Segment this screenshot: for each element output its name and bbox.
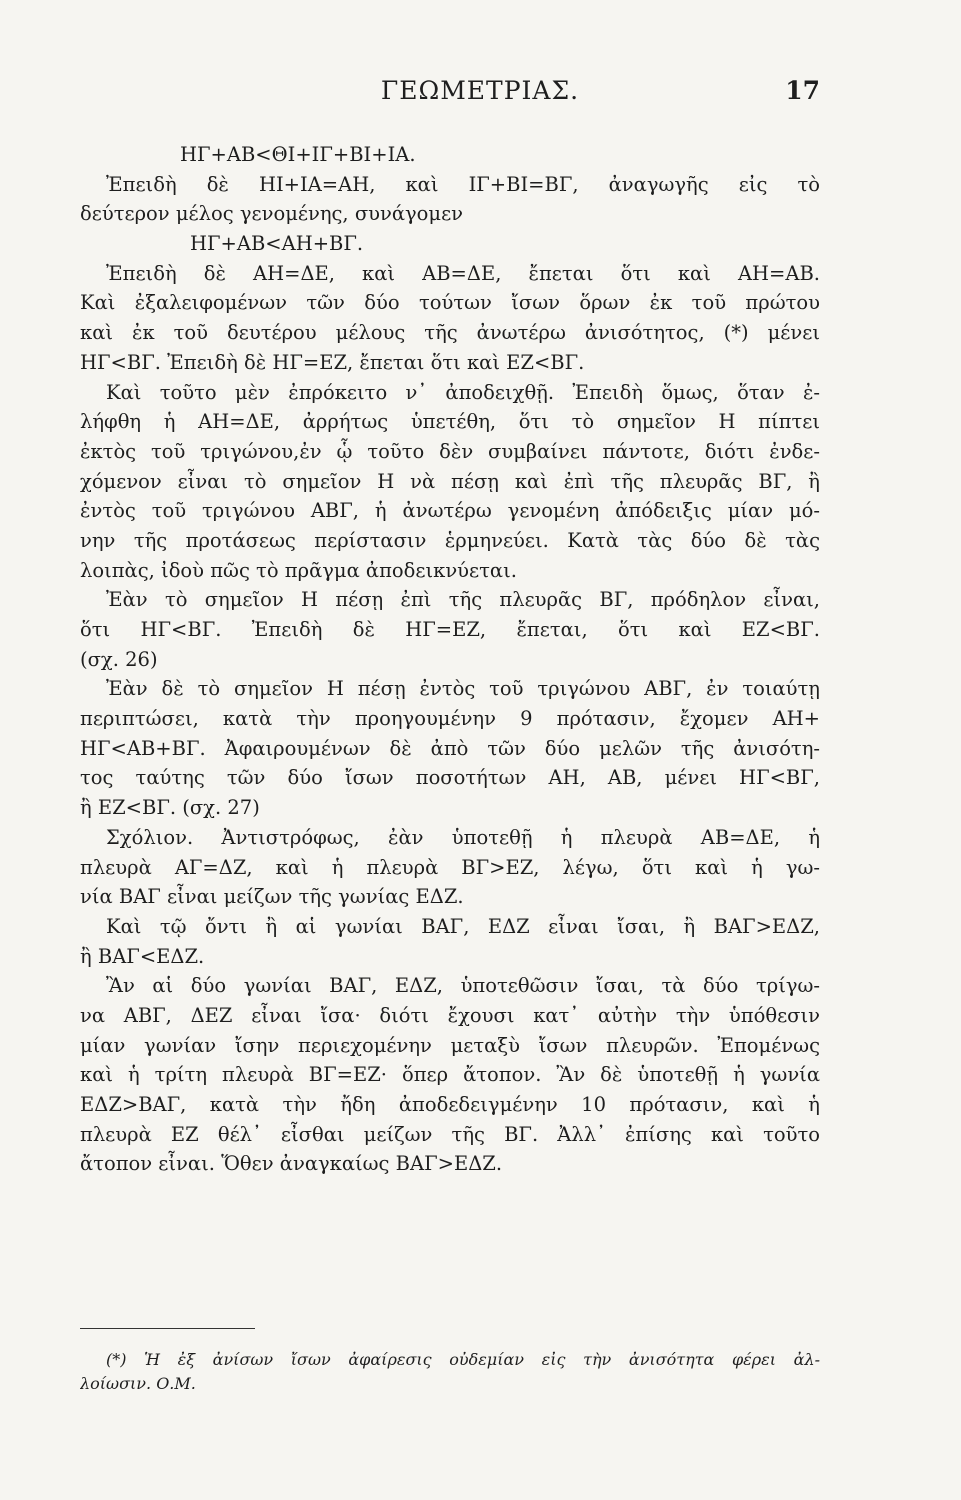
text-line: ἄτοπον εἶναι. Ὅθεν ἀναγκαίως ΒΑΓ>ΕΔΖ.	[80, 1152, 503, 1176]
page-header	[80, 76, 820, 116]
text-line: Ἐὰν δὲ τὸ σημεῖον Η πέσῃ ἐντὸς τοῦ τριγώνου ΑΒΓ, ἐν τοιαύτῃ	[106, 677, 820, 701]
text-line: ἐντὸς τοῦ τριγώνου ΑΒΓ, ἡ ἀνωτέρω γενομένη ἀπόδειξις μίαν μό-	[80, 499, 820, 523]
text-line: Ἐὰν τὸ σημεῖον Η πέσῃ ἐπὶ τῆς πλευρᾶς ΒΓ, πρόδηλον εἶναι,	[106, 588, 820, 612]
page-number: 17	[785, 76, 820, 105]
text-line: Καὶ ἐξαλειφομένων τῶν δύο τούτων ἴσων ὅρων ἐκ τοῦ πρώτου	[80, 291, 820, 315]
text-line: ΗΓ<ΑΒ+ΒΓ. Ἀφαιρουμένων δὲ ἀπὸ τῶν δύο μελῶν τῆς ἀνισότη-	[80, 736, 820, 760]
text-line: ΗΓ<ΒΓ. Ἐπειδὴ δὲ ΗΓ=ΕΖ, ἔπεται ὅτι καὶ ΕΖ<ΒΓ.	[80, 350, 585, 374]
text-line: Σχόλιον. Ἀντιστρόφως, ἐὰν ὑποτεθῇ ἡ πλευρὰ ΑΒ=ΔΕ, ἡ	[106, 825, 820, 849]
text-line: καὶ ἡ τρίτη πλευρὰ ΒΓ=ΕΖ· ὅπερ ἄτοπον. Ἂν δὲ ὑποτεθῇ ἡ γωνία	[80, 1063, 820, 1087]
footnote-rule	[80, 1328, 255, 1329]
text-line: Ἂν αἱ δύο γωνίαι ΒΑΓ, ΕΔΖ, ὑποτεθῶσιν ἴσαι, τὰ δύο τρίγω-	[106, 974, 820, 998]
text-line: λοιπὰς, ἰδοὺ πῶς τὸ πρᾶγμα ἀποδεικνύεται.	[80, 558, 517, 582]
text-line: ΗΓ+ΑΒ<ΘΙ+ΙΓ+ΒΙ+ΙΑ.	[180, 143, 416, 166]
text-line: Καὶ τοῦτο μὲν ἐπρόκειτο ν᾽ ἀποδειχθῇ. Ἐπειδὴ ὅμως, ὅταν ἐ-	[106, 380, 820, 404]
footnote-line: λοίωσιν. Ο.Μ.	[80, 1374, 196, 1393]
footnote	[80, 1348, 820, 1396]
text-line: πλευρὰ ΑΓ=ΔΖ, καὶ ἡ πλευρὰ ΒΓ>ΕΖ, λέγω, ὅτι καὶ ἡ γω-	[80, 855, 820, 879]
text-line: μίαν γωνίαν ἴσην περιεχομένην μεταξὺ ἴσων πλευρῶν. Ἐπομένως	[80, 1033, 820, 1057]
footnote-line: (*) Ἡ ἐξ ἀνίσων ἴσων ἀφαίρεσις οὐδεμίαν εἰς τὴν ἀνισότητα φέρει ἀλ-	[106, 1350, 820, 1369]
text-line: ὅτι ΗΓ<ΒΓ. Ἐπειδὴ δὲ ΗΓ=ΕΖ, ἔπεται, ὅτι καὶ ΕΖ<ΒΓ.	[80, 618, 820, 641]
text-line: λήφθη ἡ ΑΗ=ΔΕ, ἀρρήτως ὑπετέθη, ὅτι τὸ σημεῖον Η πίπτει	[80, 410, 820, 434]
text-line: τος ταύτης τῶν δύο ἴσων ποσοτήτων ΑΗ, ΑΒ, μένει ΗΓ<ΒΓ,	[80, 766, 820, 790]
text-line: (σχ. 26)	[80, 647, 158, 671]
text-line: νην τῆς προτάσεως περίστασιν ἑρμηνεύει. Κατὰ τὰς δύο δὲ τὰς	[80, 528, 820, 552]
text-line: νία ΒΑΓ εἶναι μείζων τῆς γωνίας ΕΔΖ.	[80, 885, 464, 909]
text-line: καὶ ἐκ τοῦ δευτέρου μέλους τῆς ἀνωτέρω ἀνισότητος, (*) μένει	[80, 321, 820, 345]
text-line: Ἐπειδὴ δὲ ΑΗ=ΔΕ, καὶ ΑΒ=ΔΕ, ἔπεται ὅτι καὶ ΑΗ=ΑΒ.	[106, 261, 820, 285]
text-line: ἢ ΕΖ<ΒΓ. (σχ. 27)	[80, 796, 260, 820]
text-line: δεύτερον μέλος γενομένης, συνάγομεν	[80, 202, 464, 226]
text-line: περιπτώσει, κατὰ τὴν προηγουμένην 9 πρότασιν, ἔχομεν ΑΗ+	[80, 707, 820, 731]
text-line: ΗΓ+ΑΒ<ΑΗ+ΒΓ.	[190, 232, 364, 256]
text-line: ἢ ΒΑΓ<ΕΔΖ.	[80, 944, 205, 968]
main-text	[80, 140, 820, 1179]
text-line: Καὶ τῷ ὄντι ἢ αἱ γωνίαι ΒΑΓ, ΕΔΖ εἶναι ἴσαι, ἢ ΒΑΓ>ΕΔΖ,	[106, 914, 820, 938]
text-line: χόμενον εἶναι τὸ σημεῖον Η νὰ πέσῃ καὶ ἐπὶ τῆς πλευρᾶς ΒΓ, ἢ	[80, 469, 820, 493]
text-line: Ἐπειδὴ δὲ ΗΙ+ΙΑ=ΑΗ, καὶ ΙΓ+ΒΙ=ΒΓ, ἀναγωγῆς εἰς τὸ	[106, 172, 820, 196]
running-title: ΓΕΩΜΕΤΡΙΑΣ.	[380, 76, 580, 105]
text-line: πλευρὰ ΕΖ θέλ᾽ εἶσθαι μείζων τῆς ΒΓ. Ἀλλ᾽ ἐπίσης καὶ τοῦτο	[80, 1122, 820, 1146]
text-line: ΕΔΖ>ΒΑΓ, κατὰ τὴν ἤδη ἀποδεδειγμένην 10 πρότασιν, καὶ ἡ	[80, 1093, 820, 1116]
text-line: ἐκτὸς τοῦ τριγώνου,ἐν ᾧ τοῦτο δὲν συμβαίνει πάντοτε, διότι ἐνδε-	[80, 439, 820, 463]
text-line: να ΑΒΓ, ΔΕΖ εἶναι ἴσα· διότι ἔχουσι κατ᾽ αὐτὴν τὴν ὑπόθεσιν	[80, 1003, 820, 1027]
